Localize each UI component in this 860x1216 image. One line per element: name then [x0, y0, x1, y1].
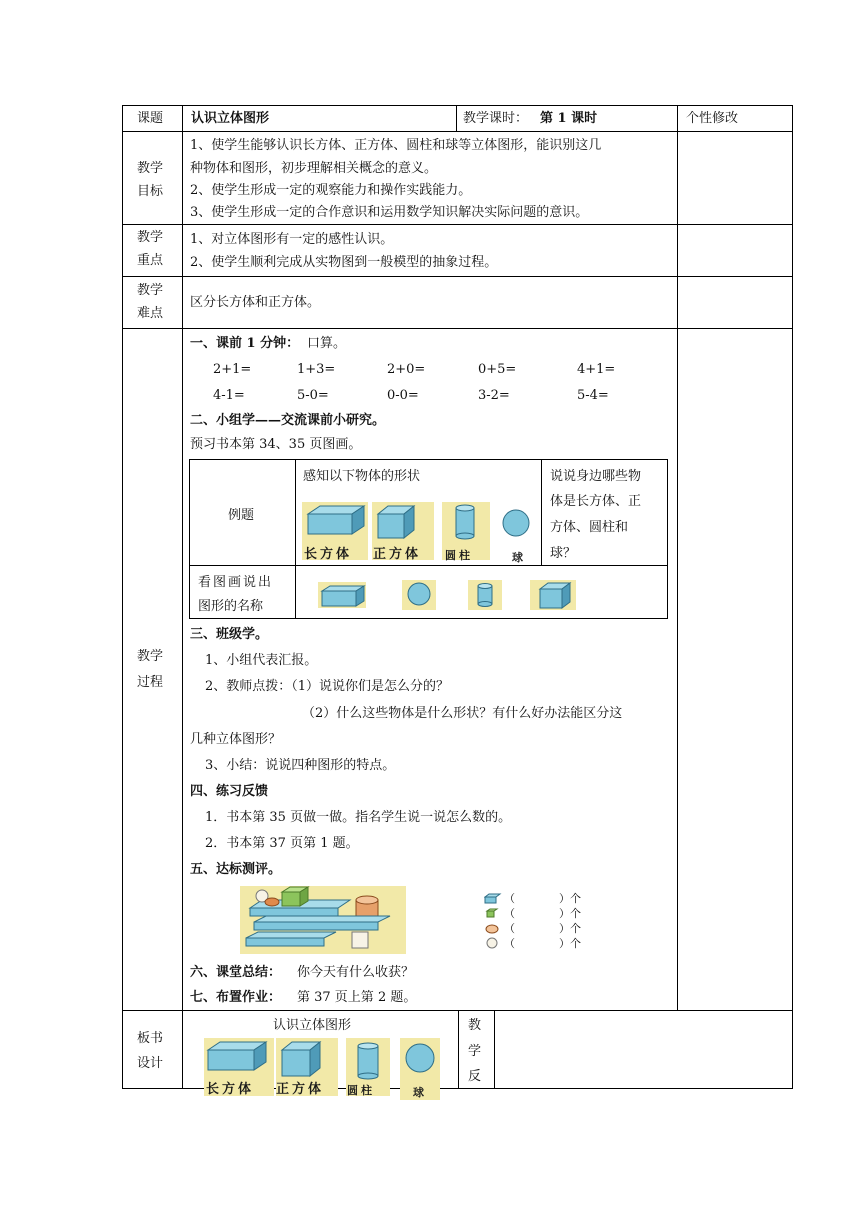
block-cylinder-top — [356, 896, 378, 904]
header-subject-label: 课题 — [137, 111, 164, 126]
example-label: 例题 — [228, 508, 255, 523]
goals-label-1: 教学 — [137, 161, 164, 176]
count-row: （ ）个 — [504, 922, 581, 935]
stacked-blocks-svg — [240, 886, 406, 954]
count-icons — [484, 893, 502, 953]
section-7-rest: 第 37 页上第 2 题。 — [297, 990, 417, 1005]
block-base-top — [254, 916, 390, 922]
cylinder-top — [456, 505, 474, 511]
goal-line: 1、使学生能够认识长方体、正方体、圆柱和球等立体图形，能识别这几 — [190, 138, 602, 153]
period-value: 第 1 课时 — [540, 111, 598, 126]
section-1-rest: 口算。 — [307, 336, 347, 351]
cylinder-bottom — [478, 602, 492, 607]
block-plank-front — [250, 908, 338, 916]
board-shape-label-sphere: 球 — [413, 1086, 427, 1099]
calc-item: 3-2= — [478, 388, 510, 403]
section-3-item: 几种立体图形？ — [190, 732, 282, 747]
calc-item: 0-0= — [387, 388, 419, 403]
board-shape-label-cuboid: 长方体 — [206, 1082, 255, 1097]
shape-label-sphere: 球 — [512, 551, 526, 564]
difficulty-text: 区分长方体和正方体。 — [190, 295, 321, 310]
ask-line: 体是长方体、正 — [550, 494, 642, 509]
cuboid-front — [308, 514, 352, 534]
count-cube-front — [487, 911, 494, 917]
block-base-front — [254, 922, 378, 930]
board-shape-label-cube: 正方体 — [276, 1082, 325, 1097]
key-line: 1、对立体图形有一定的感性认识。 — [190, 232, 394, 247]
difficulty-label-1: 教学 — [137, 283, 164, 298]
board-label-2: 设计 — [137, 1056, 164, 1071]
section-4-item: 2．书本第 37 页第 1 题。 — [205, 836, 359, 851]
preview-text: 预习书本第 34、35 页图画。 — [190, 437, 362, 452]
board-title: 认识立体图形 — [273, 1018, 352, 1033]
shape-label-cylinder: 圆柱 — [445, 549, 473, 562]
sphere — [406, 1044, 434, 1072]
shape-label-cube: 正方体 — [373, 547, 422, 562]
count-sphere — [487, 938, 497, 948]
difficulty-label-2: 难点 — [137, 306, 164, 321]
ask-line: 说说身边哪些物 — [550, 469, 642, 484]
perceive-shapes-text: 感知以下物体的形状 — [303, 469, 421, 484]
personal-edit-label: 个性修改 — [686, 111, 739, 126]
reflect-char: 教 — [468, 1018, 482, 1033]
shape-label-cuboid: 长方体 — [304, 547, 353, 562]
cylinder-body — [358, 1046, 378, 1076]
count-row: （ ）个 — [504, 907, 581, 920]
calc-item: 4+1= — [577, 362, 616, 377]
goal-line: 种物体和图形，初步理解相关概念的意义。 — [190, 161, 438, 176]
count-cuboid-front — [485, 897, 496, 903]
cube-front — [282, 1050, 310, 1076]
block-disk — [265, 898, 279, 906]
section-6-heading: 六、课堂总结： — [190, 965, 282, 980]
key-label-2: 重点 — [137, 253, 164, 268]
section-3-item: 3、小结：说说四种图形的特点。 — [205, 758, 396, 773]
ask-line: 球？ — [550, 546, 577, 561]
section-3-item: （2）什么这些物体是什么形状？有什么好办法能区分这 — [302, 706, 623, 721]
name-shapes-picture — [318, 580, 580, 610]
count-icons-svg — [484, 893, 502, 953]
block-cube-front — [282, 892, 300, 906]
reflect-char: 学 — [468, 1044, 482, 1059]
board-label-1: 板书 — [137, 1031, 164, 1046]
calc-item: 5-4= — [577, 388, 609, 403]
cube-front — [378, 514, 404, 538]
cylinder-bottom — [456, 533, 474, 539]
calc-item: 5-0= — [297, 388, 329, 403]
period-label: 教学课时： — [463, 111, 529, 126]
section-7-heading: 七、布置作业： — [190, 990, 282, 1005]
section-3-item: 1、小组代表汇报。 — [205, 653, 318, 668]
ask-line: 方体、圆柱和 — [550, 520, 629, 535]
process-label-2: 过程 — [137, 675, 164, 690]
cylinder-bottom — [358, 1073, 378, 1079]
name-shapes-label-1: 看图画说出 — [198, 575, 274, 590]
count-cylinder — [486, 925, 498, 933]
section-3-heading: 三、班级学。 — [190, 627, 269, 642]
block-low-front — [246, 938, 324, 946]
section-5-heading: 五、达标测评。 — [190, 862, 282, 877]
cube-front — [540, 589, 562, 608]
cylinder-body — [456, 508, 474, 536]
section-1-heading: 一、课前 1 分钟： — [190, 336, 300, 351]
cuboid-front — [322, 591, 356, 606]
calc-item: 1+3= — [297, 362, 336, 377]
calc-item: 2+1= — [213, 362, 252, 377]
stacked-blocks-picture — [240, 886, 406, 954]
reflect-char: 反 — [468, 1069, 482, 1084]
process-label-1: 教学 — [137, 649, 164, 664]
key-line: 2、使学生顺利完成从实物图到一般模型的抽象过程。 — [190, 255, 498, 270]
sphere — [408, 583, 430, 605]
goal-line: 3、使学生形成一定的合作意识和运用数学知识解决实际问题的意识。 — [190, 205, 589, 220]
lesson-title: 认识立体图形 — [191, 111, 270, 126]
count-row: （ ）个 — [504, 937, 581, 950]
count-row: （ ）个 — [504, 892, 581, 905]
board-shape-label-cylinder: 圆柱 — [347, 1084, 375, 1097]
name-shapes-svg — [318, 580, 580, 610]
section-4-heading: 四、练习反馈 — [190, 784, 269, 799]
name-shapes-label-2: 图形的名称 — [198, 599, 264, 614]
section-6-rest: 你今天有什么收获？ — [297, 965, 415, 980]
block-small-cylinder — [352, 932, 368, 948]
section-4-item: 1．书本第 35 页做一做。指名学生说一说怎么数的。 — [205, 810, 512, 825]
cylinder-top — [478, 584, 492, 589]
cylinder-top — [358, 1043, 378, 1049]
calc-item: 0+5= — [478, 362, 517, 377]
goal-line: 2、使学生形成一定的观察能力和操作实践能力。 — [190, 183, 472, 198]
goals-label-2: 目标 — [137, 184, 164, 199]
calc-item: 2+0= — [387, 362, 426, 377]
cuboid-front — [208, 1050, 254, 1070]
sphere — [503, 510, 529, 536]
block-low-top — [246, 932, 336, 938]
section-3-item: 2、教师点拨：（1）说说你们是怎么分的？ — [205, 679, 450, 694]
key-label-1: 教学 — [137, 230, 164, 245]
section-2-heading: 二、小组学——交流课前小研究。 — [190, 413, 386, 428]
calc-item: 4-1= — [213, 388, 245, 403]
